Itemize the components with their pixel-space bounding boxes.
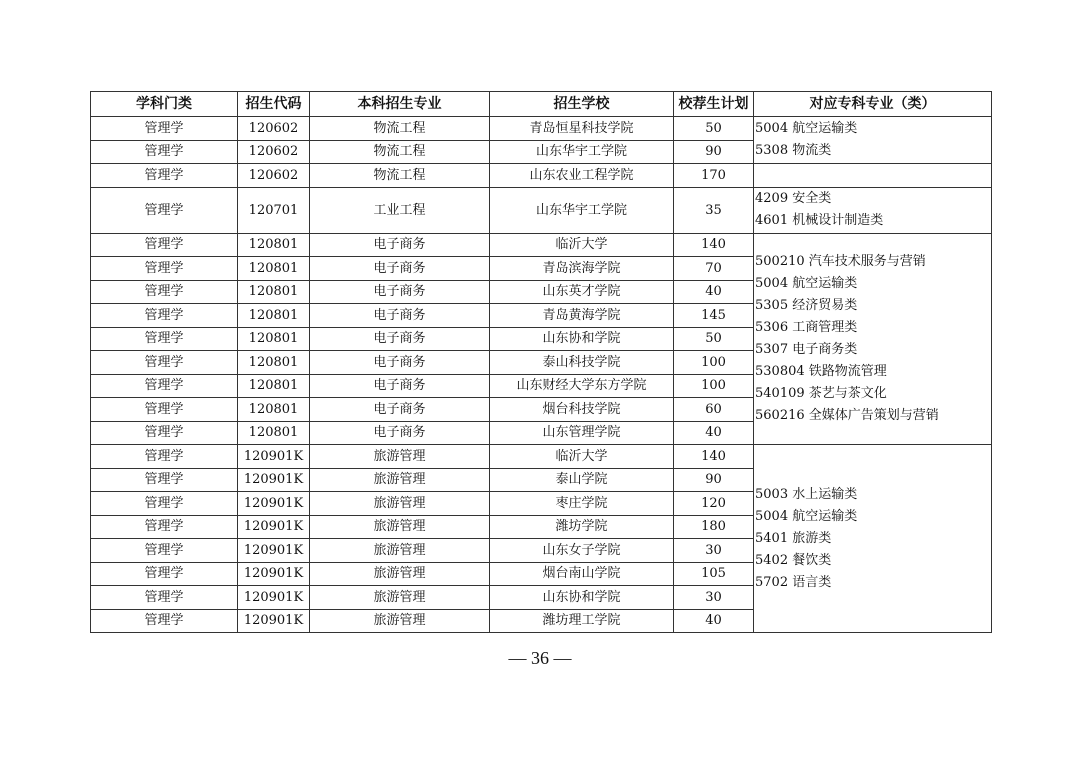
cell-major: 旅游管理: [310, 562, 490, 586]
cell-major: 物流工程: [310, 117, 490, 141]
cell-code: 120901K: [238, 586, 310, 610]
cell-school: 山东华宇工学院: [490, 187, 674, 233]
cell-category: 管理学: [91, 233, 238, 257]
table-row: [91, 164, 992, 188]
cell-related-majors: [754, 445, 992, 633]
cell-major: 电子商务: [310, 257, 490, 281]
related-major-item: 500210 汽车技术服务与营销: [755, 253, 926, 269]
header-related-majors: 对应专科专业（类）: [754, 92, 992, 117]
cell-code: 120801: [238, 304, 310, 328]
cell-category: 管理学: [91, 492, 238, 516]
related-major-item: 5702 语言类: [755, 574, 832, 590]
related-major-item: 560216 全媒体广告策划与营销: [755, 407, 939, 423]
related-major-item: 5004 航空运输类: [755, 121, 858, 136]
related-major-item: 5401 旅游类: [755, 530, 832, 546]
related-major-item: 5307 电子商务类: [755, 341, 858, 357]
cell-code: 120901K: [238, 468, 310, 492]
cell-plan: 140: [674, 233, 754, 257]
related-major-item: 540109 茶艺与茶文化: [755, 385, 887, 401]
cell-plan: 40: [674, 421, 754, 445]
cell-category: 管理学: [91, 398, 238, 422]
cell-major: 物流工程: [310, 164, 490, 188]
cell-major: 物流工程: [310, 140, 490, 164]
cell-plan: 180: [674, 515, 754, 539]
cell-school: 山东女子学院: [490, 539, 674, 563]
cell-code: 120901K: [238, 445, 310, 469]
cell-category: 管理学: [91, 539, 238, 563]
cell-major: 旅游管理: [310, 492, 490, 516]
cell-category: 管理学: [91, 374, 238, 398]
header-code: 招生代码: [238, 92, 310, 117]
cell-code: 120901K: [238, 539, 310, 563]
cell-major: 工业工程: [310, 187, 490, 233]
header-major: 本科招生专业: [310, 92, 490, 117]
cell-code: 120901K: [238, 515, 310, 539]
cell-major: 电子商务: [310, 280, 490, 304]
table-row: [91, 117, 992, 141]
cell-school: 青岛黄海学院: [490, 304, 674, 328]
related-major-item: 4601 机械设计制造类: [755, 213, 884, 228]
cell-related-majors: [754, 233, 992, 445]
cell-school: 临沂大学: [490, 445, 674, 469]
cell-category: 管理学: [91, 117, 238, 141]
cell-major: 电子商务: [310, 421, 490, 445]
cell-category: 管理学: [91, 562, 238, 586]
table-row: [91, 187, 992, 233]
cell-major: 电子商务: [310, 374, 490, 398]
cell-category: 管理学: [91, 609, 238, 633]
cell-code: 120801: [238, 257, 310, 281]
cell-category: 管理学: [91, 304, 238, 328]
cell-plan: 60: [674, 398, 754, 422]
cell-plan: 40: [674, 280, 754, 304]
cell-category: 管理学: [91, 351, 238, 375]
cell-category: 管理学: [91, 257, 238, 281]
cell-school: 泰山科技学院: [490, 351, 674, 375]
cell-school: 烟台科技学院: [490, 398, 674, 422]
cell-code: 120701: [238, 187, 310, 233]
cell-plan: 90: [674, 140, 754, 164]
cell-school: 烟台南山学院: [490, 562, 674, 586]
header-school: 招生学校: [490, 92, 674, 117]
related-major-item: 5004 航空运输类: [755, 508, 858, 524]
cell-plan: 145: [674, 304, 754, 328]
cell-category: 管理学: [91, 421, 238, 445]
cell-school: 山东协和学院: [490, 327, 674, 351]
cell-category: 管理学: [91, 164, 238, 188]
cell-related-majors-empty: [754, 164, 992, 188]
cell-plan: 50: [674, 327, 754, 351]
header-category: 学科门类: [91, 92, 238, 117]
related-major-item: 5004 航空运输类: [755, 275, 858, 291]
cell-code: 120602: [238, 117, 310, 141]
cell-school: 青岛滨海学院: [490, 257, 674, 281]
enrollment-table: [90, 91, 992, 633]
cell-school: 潍坊理工学院: [490, 609, 674, 633]
table-row: [91, 233, 992, 257]
related-major-item: 5402 餐饮类: [755, 552, 832, 568]
cell-related-majors: [754, 187, 992, 233]
cell-category: 管理学: [91, 327, 238, 351]
cell-major: 电子商务: [310, 233, 490, 257]
cell-school: 潍坊学院: [490, 515, 674, 539]
cell-plan: 100: [674, 351, 754, 375]
table-row: [91, 445, 992, 469]
cell-school: 山东英才学院: [490, 280, 674, 304]
cell-major: 电子商务: [310, 351, 490, 375]
cell-major: 旅游管理: [310, 539, 490, 563]
cell-plan: 35: [674, 187, 754, 233]
table-body: [91, 117, 992, 633]
cell-school: 青岛恒星科技学院: [490, 117, 674, 141]
related-major-item: 5306 工商管理类: [755, 319, 858, 335]
page-number: — 36 —: [508, 648, 572, 668]
cell-code: 120901K: [238, 562, 310, 586]
related-major-item: 5305 经济贸易类: [755, 297, 858, 313]
header-plan: 校荐生计划: [674, 92, 754, 117]
cell-school: 山东农业工程学院: [490, 164, 674, 188]
cell-school: 山东华宇工学院: [490, 140, 674, 164]
cell-major: 电子商务: [310, 398, 490, 422]
cell-plan: 105: [674, 562, 754, 586]
cell-category: 管理学: [91, 445, 238, 469]
cell-major: 旅游管理: [310, 468, 490, 492]
related-major-item: 4209 安全类: [755, 191, 832, 206]
cell-code: 120801: [238, 233, 310, 257]
cell-major: 电子商务: [310, 304, 490, 328]
cell-category: 管理学: [91, 280, 238, 304]
cell-school: 山东管理学院: [490, 421, 674, 445]
cell-school: 山东财经大学东方学院: [490, 374, 674, 398]
cell-major: 旅游管理: [310, 586, 490, 610]
cell-category: 管理学: [91, 515, 238, 539]
cell-code: 120801: [238, 398, 310, 422]
cell-plan: 50: [674, 117, 754, 141]
cell-plan: 120: [674, 492, 754, 516]
cell-category: 管理学: [91, 187, 238, 233]
related-major-item: 5003 水上运输类: [755, 486, 858, 502]
cell-major: 旅游管理: [310, 445, 490, 469]
cell-plan: 170: [674, 164, 754, 188]
related-major-item: 5308 物流类: [755, 143, 832, 158]
cell-code: 120901K: [238, 492, 310, 516]
cell-code: 120801: [238, 421, 310, 445]
cell-plan: 40: [674, 609, 754, 633]
cell-school: 临沂大学: [490, 233, 674, 257]
cell-code: 120801: [238, 280, 310, 304]
cell-major: 旅游管理: [310, 515, 490, 539]
cell-category: 管理学: [91, 586, 238, 610]
cell-plan: 70: [674, 257, 754, 281]
cell-plan: 30: [674, 539, 754, 563]
cell-school: 泰山学院: [490, 468, 674, 492]
cell-school: 枣庄学院: [490, 492, 674, 516]
table-header-row: [91, 92, 992, 117]
cell-category: 管理学: [91, 468, 238, 492]
cell-code: 120801: [238, 327, 310, 351]
cell-related-majors: [754, 117, 992, 164]
cell-major: 旅游管理: [310, 609, 490, 633]
cell-code: 120901K: [238, 609, 310, 633]
cell-school: 山东协和学院: [490, 586, 674, 610]
cell-code: 120801: [238, 374, 310, 398]
cell-code: 120602: [238, 164, 310, 188]
cell-code: 120801: [238, 351, 310, 375]
cell-plan: 90: [674, 468, 754, 492]
cell-plan: 30: [674, 586, 754, 610]
cell-code: 120602: [238, 140, 310, 164]
related-major-item: 530804 铁路物流管理: [755, 363, 887, 379]
cell-plan: 100: [674, 374, 754, 398]
cell-category: 管理学: [91, 140, 238, 164]
cell-major: 电子商务: [310, 327, 490, 351]
cell-plan: 140: [674, 445, 754, 469]
